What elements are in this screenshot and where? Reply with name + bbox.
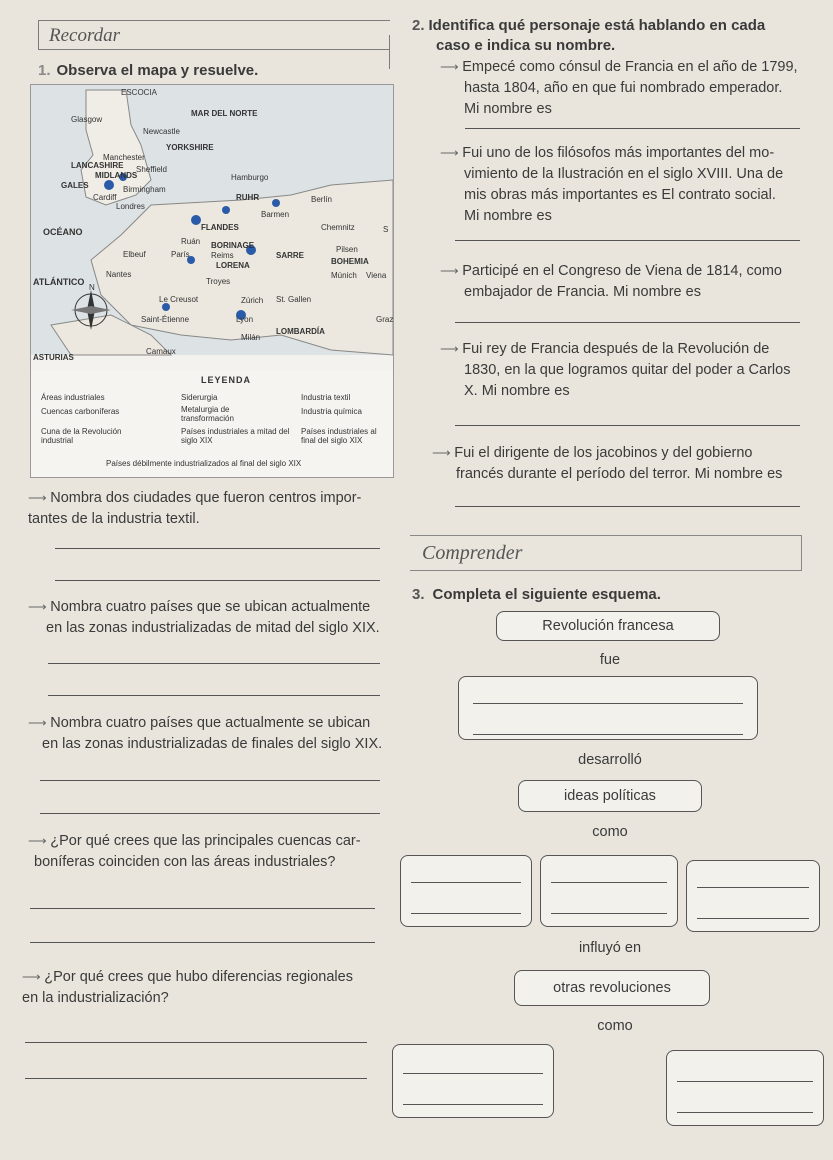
q2-item-5: ⟶ Fui el dirigente de los jacobinos y del gobierno francés durante el período del terror. Mi nombre es: [432, 445, 783, 482]
q1-task-2: ⟶ Nombra cuatro países que se ubican actualmente en las zonas industrializadas de mitad del siglo XIX.: [28, 599, 380, 636]
scheme-answer-box[interactable]: [400, 855, 532, 927]
map-label: Saint-Étienne: [141, 315, 190, 324]
map-label: BORINAGE: [211, 241, 255, 250]
recordar-header: [38, 20, 390, 50]
industrial-map: [30, 84, 394, 478]
map-label: Múnich: [331, 271, 357, 280]
scheme-answer-box[interactable]: [686, 860, 820, 932]
answer-line[interactable]: [455, 240, 800, 241]
map-label: LOMBARDÍA: [276, 327, 325, 336]
legend-item: Países industriales a mitad del siglo XIX: [181, 427, 290, 445]
map-label: Milán: [241, 333, 261, 342]
map-label: Zúrich: [241, 296, 264, 305]
map-label: Elbeuf: [123, 250, 146, 259]
scheme-root-box: Revolución francesa: [496, 611, 720, 641]
scheme-answer-box[interactable]: [392, 1044, 554, 1118]
scheme-connector-fue: fue: [599, 652, 621, 668]
map-label: Cardiff: [93, 193, 117, 202]
legend-item: Industria química: [301, 407, 362, 416]
map-label: FLANDES: [201, 223, 239, 232]
scheme-ideas-box: ideas políticas: [518, 780, 702, 812]
map-label: LORENA: [216, 261, 250, 270]
q2-item-3: ⟶ Participé en el Congreso de Viena de 1814, como embajador de Francia. Mi nombre es: [440, 263, 783, 300]
map-label: Barmen: [261, 210, 290, 219]
map-label: MIDLANDS: [95, 171, 138, 180]
q2-title: 2. Identifica qué personaje está hablando en cada caso e indica su nombre.: [412, 17, 766, 54]
map-label: Glasgow: [71, 115, 103, 124]
q2-item-4: ⟶ Fui rey de Francia después de la Revolución de 1830, en la que logramos quitar del poder a Carlos X. Mi nombre es: [440, 341, 791, 399]
map-label: BOHEMIA: [331, 257, 369, 266]
legend-title: LEYENDA: [201, 375, 252, 385]
map-label: ESCOCIA: [121, 88, 158, 97]
answer-line[interactable]: [30, 942, 375, 943]
scheme-answer-box[interactable]: [666, 1050, 824, 1126]
map-label: Newcastle: [143, 127, 180, 136]
city-marker: [191, 215, 201, 225]
map-label: Reims: [211, 251, 234, 260]
map-label: Nantes: [106, 270, 132, 279]
map-label: París: [171, 250, 190, 259]
answer-line[interactable]: [25, 1078, 367, 1079]
answer-line[interactable]: [48, 663, 380, 664]
city-marker: [104, 180, 114, 190]
comprender-header: [410, 535, 802, 571]
map-label: OCÉANO: [43, 227, 83, 237]
legend-item: Siderurgia: [181, 393, 218, 402]
answer-line[interactable]: [55, 548, 380, 549]
map-label: Troyes: [206, 277, 231, 286]
map-label: Viena: [366, 271, 387, 280]
answer-line[interactable]: [48, 695, 380, 696]
map-label: SARRE: [276, 251, 305, 260]
q1-task-4: ⟶ ¿Por qué crees que las principales cuencas car- boníferas coinciden con las áreas industriales?: [28, 833, 361, 870]
map-label: Hamburgo: [231, 173, 269, 182]
legend-item: Áreas industriales: [41, 393, 105, 402]
legend-item: Industria textil: [301, 393, 351, 402]
map-label: ASTURIAS: [33, 353, 74, 362]
legend-item: Países débilmente industrializados al final del siglo XIX: [106, 459, 302, 468]
scheme-answer-box[interactable]: [458, 676, 758, 740]
map-label: YORKSHIRE: [166, 143, 214, 152]
map-label: Chemnitz: [321, 223, 355, 232]
answer-line[interactable]: [25, 1042, 367, 1043]
q3-title: 3. Completa el siguiente esquema.: [412, 586, 661, 603]
map-label: MAR DEL NORTE: [191, 109, 258, 118]
legend-item: Cuencas carboníferas: [41, 407, 120, 416]
map-label: Berlín: [311, 195, 332, 204]
city-marker: [222, 206, 230, 214]
scheme-connector-como: como: [592, 824, 628, 840]
scheme-answer-box[interactable]: [540, 855, 678, 927]
scheme-connector-desarrollo: desarrolló: [578, 752, 642, 768]
map-label: LANCASHIRE: [71, 161, 124, 170]
map-label: Sheffield: [136, 165, 167, 174]
recordar-label: Recordar: [49, 25, 121, 46]
q1-title: [38, 62, 258, 79]
answer-line[interactable]: [40, 780, 380, 781]
map-label: Ruán: [181, 237, 201, 246]
scheme-connector-como-2: como: [597, 1018, 633, 1034]
city-marker: [272, 199, 280, 207]
map-label: N: [89, 283, 95, 292]
q1-task-3: ⟶ Nombra cuatro países que actualmente se ubican en las zonas industrializadas de finales del siglo XIX.: [28, 715, 383, 752]
map-label: Camaux: [146, 347, 176, 356]
legend-item: Cuna de la Revolución industrial: [41, 427, 122, 445]
q1-task-5: ⟶ ¿Por qué crees que hubo diferencias regionales en la industrialización?: [22, 969, 353, 1006]
city-marker: [162, 303, 170, 311]
scheme-otras-box: otras revoluciones: [514, 970, 710, 1006]
answer-line[interactable]: [465, 128, 800, 129]
q1-title-text: Observa el mapa y resuelve.: [56, 62, 259, 79]
q2-item-1: ⟶ Empecé como cónsul de Francia en el año de 1799, hasta 1804, año en que fui nombrado emperador. Mi nombre es: [440, 59, 798, 117]
map-label: Lyon: [236, 315, 254, 324]
map-label: GALES: [61, 181, 89, 190]
scheme-connector-influyo: influyó en: [578, 940, 642, 956]
legend-item: Metalurgia de transformación: [181, 405, 234, 423]
map-label: ATLÁNTICO: [33, 277, 85, 287]
map-label: Le Creusot: [159, 295, 199, 304]
map-label: St. Gallen: [276, 295, 312, 304]
q1-task-1: ⟶ Nombra dos ciudades que fueron centros impor- tantes de la industria textil.: [28, 490, 362, 527]
comprender-label: Comprender: [422, 542, 523, 564]
q2-item-2: ⟶ Fui uno de los filósofos más importantes del mo- vimiento de la Ilustración en el siglo XVIII. Una de mis obras más importantes es El contrato social. Mi nombre es: [440, 145, 784, 224]
map-label: Pilsen: [336, 245, 358, 254]
answer-line[interactable]: [455, 425, 800, 426]
legend-item: Países industriales al final del siglo XIX: [301, 427, 377, 445]
q1-number: 1.: [38, 62, 51, 79]
answer-line[interactable]: [455, 506, 800, 507]
answer-line[interactable]: [40, 813, 380, 814]
map-label: Manchester: [103, 153, 145, 162]
map-label: S: [383, 225, 389, 234]
answer-line[interactable]: [30, 908, 375, 909]
answer-line[interactable]: [455, 322, 800, 323]
map-label: Birmingham: [123, 185, 166, 194]
answer-line[interactable]: [55, 580, 380, 581]
map-label: Londres: [116, 202, 145, 211]
map-label: RUHR: [236, 193, 260, 202]
map-label: Graz: [376, 315, 394, 324]
